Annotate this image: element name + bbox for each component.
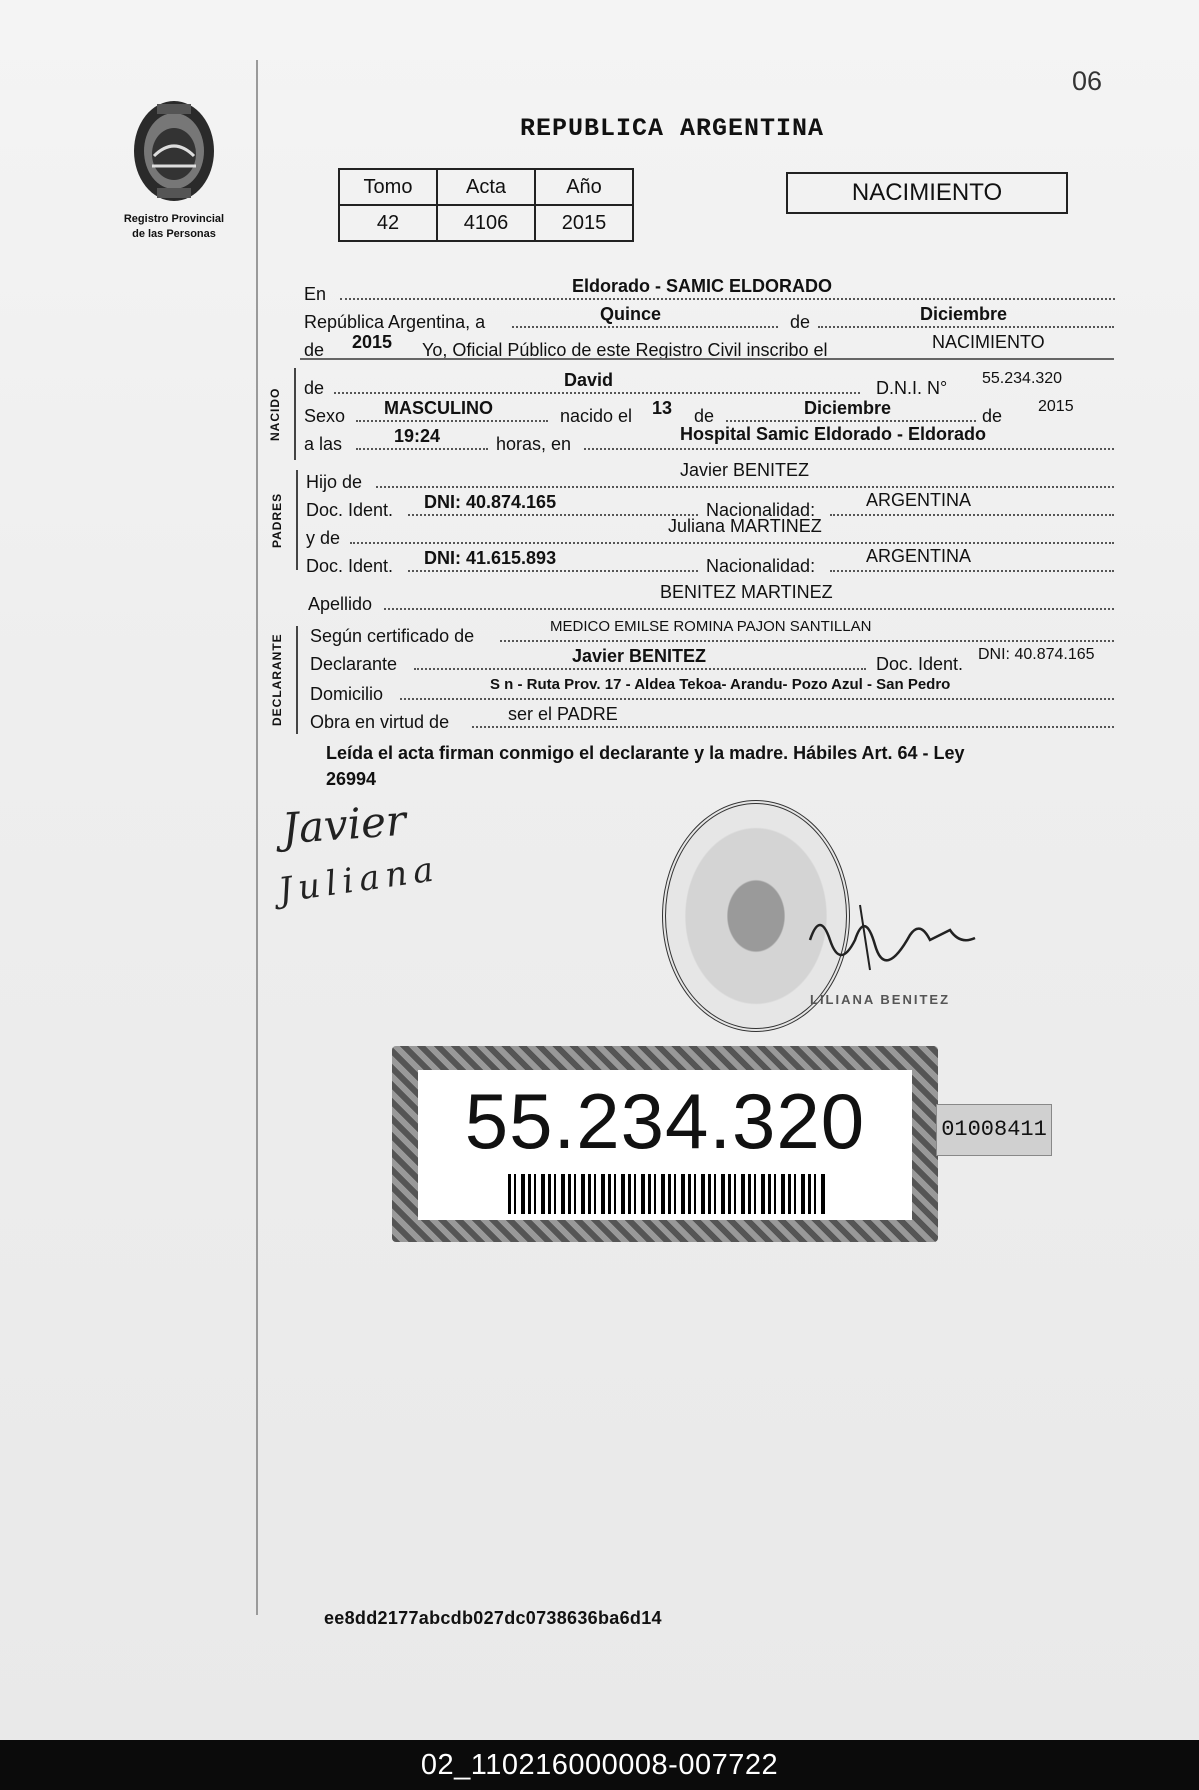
acta-header: Acta [437,169,535,205]
dotted-line [500,640,1114,642]
en-value: Eldorado - SAMIC ELDORADO [572,276,832,296]
republica-label: República Argentina, a [304,312,486,332]
declarante-doc-label: Doc. Ident. [876,654,964,674]
dotted-line [408,514,698,516]
declarante-bracket [296,626,298,734]
barcode [508,1174,828,1214]
closing-line2: 26994 [326,769,377,789]
apellido-value: BENITEZ MARTINEZ [660,582,833,602]
dotted-line [350,542,1114,544]
document-hash: ee8dd2177abcdb027dc0738636ba6d14 [324,1608,662,1628]
official-signature-icon [800,900,1000,980]
acta-value: 4106 [437,205,535,241]
dotted-line [356,420,548,422]
sticker-number: 55.234.320 [464,1077,866,1165]
padres-bracket [296,470,298,570]
declarante-doc-value: DNI: 40.874.165 [978,646,1095,663]
dotted-line [726,420,976,422]
nacido-de2-label: de [694,406,715,426]
nacido-de-label: de [304,378,325,398]
domicilio-value: S n - Ruta Prov. 17 - Aldea Tekoa- Arandu- Pozo Azul - San Pedro [490,676,951,693]
sticker-serial: 01008411 [936,1104,1052,1156]
tomo-value: 42 [339,205,437,241]
document-title: REPUBLICA ARGENTINA [520,114,825,143]
dni-sticker [392,1046,938,1242]
dotted-line [584,448,1114,450]
dotted-line [400,698,1114,700]
birth-time-value: 19:24 [394,426,441,446]
father-value: Javier BENITEZ [680,460,810,480]
footer-bar: 02_110216000008-007722 [0,1740,1199,1790]
page-number: 06 [1072,66,1103,96]
margin-line [256,60,258,1615]
logo-caption-line2: de las Personas [132,228,216,240]
declarante-value: Javier BENITEZ [572,646,707,666]
domicilio-label: Domicilio [310,684,384,704]
registry-logo [112,96,236,241]
nac2-value: ARGENTINA [866,546,972,566]
child-dni-value: 55.234.320 [982,370,1063,387]
birth-year-value: 2015 [1038,398,1074,415]
child-name-value: David [564,370,614,390]
official-name: LILIANA BENITEZ [810,992,951,1007]
doc2-label: Doc. Ident. [306,556,394,576]
de-label: de [790,312,811,332]
dotted-line [340,298,1115,300]
certificado-label: Según certificado de [310,626,475,646]
dotted-line [384,608,1114,610]
logo-caption-line1: Registro Provincial [123,213,225,225]
misiones-seal-icon [119,96,229,206]
sexo-label: Sexo [304,406,346,426]
mother-signature: Juliana [276,848,442,912]
birth-place-value: Hospital Samic Eldorado - Eldorado [680,424,987,444]
anio-value: 2015 [535,205,633,241]
sticker-label [418,1070,912,1220]
dotted-line [334,392,860,394]
declarante-side-label: DECLARANTE [270,633,284,727]
birth-month-value: Diciembre [804,398,892,418]
father-signature: Javier [280,795,408,854]
nac2-label: Nacionalidad: [706,556,816,576]
doc2-value: DNI: 41.615.893 [424,548,557,568]
record-type-box: NACIMIENTO [786,172,1068,214]
month-value: Diciembre [920,304,1008,324]
mother-value: Juliana MARTINEZ [668,516,822,536]
dotted-line [414,668,866,670]
doc1-label: Doc. Ident. [306,500,394,520]
nacido-bracket [294,368,296,460]
y-de-label: y de [306,528,341,548]
closing-statement [326,740,1106,792]
dotted-line [408,570,698,572]
nac1-value: ARGENTINA [866,490,972,510]
dotted-line [512,326,778,328]
dotted-line [472,726,1114,728]
apellido-label: Apellido [308,594,373,614]
hijo-label: Hijo de [306,472,363,492]
en-label: En [304,284,327,304]
oficial-text: Yo, Oficial Público de este Registro Civil inscribo el [422,340,828,360]
doc1-value: DNI: 40.874.165 [424,492,557,512]
tomo-header: Tomo [339,169,437,205]
dotted-line [830,514,1114,516]
closing-line1: Leída el acta firman conmigo el declarante y la madre. Hábiles Art. 64 - Ley [326,743,965,763]
sexo-value: MASCULINO [384,398,493,418]
day-value: Quince [600,304,662,324]
horas-label: horas, en [496,434,572,454]
nacido-el-label: nacido el [560,406,633,426]
nacido-side-label: NACIDO [268,387,282,441]
divider-line [300,358,1114,360]
certificado-value: MEDICO EMILSE ROMINA PAJON SANTILLAN [550,618,872,635]
obra-value: ser el PADRE [508,704,618,724]
dotted-line [830,570,1114,572]
dotted-line [356,448,488,450]
dni-label: D.N.I. N° [876,378,948,398]
inscribo-value: NACIMIENTO [932,332,1045,352]
anio-header: Año [535,169,633,205]
nacido-de3-label: de [982,406,1003,426]
dotted-line [376,486,1114,488]
dotted-line [818,326,1114,328]
de2-label: de [304,340,325,360]
registry-table [338,168,634,242]
padres-side-label: PADRES [270,492,284,548]
a-las-label: a las [304,434,343,454]
birth-day-value: 13 [652,398,673,418]
nac1-label: Nacionalidad: [706,500,816,520]
obra-label: Obra en virtud de [310,712,450,732]
declarante-label: Declarante [310,654,398,674]
year-value: 2015 [352,332,393,352]
